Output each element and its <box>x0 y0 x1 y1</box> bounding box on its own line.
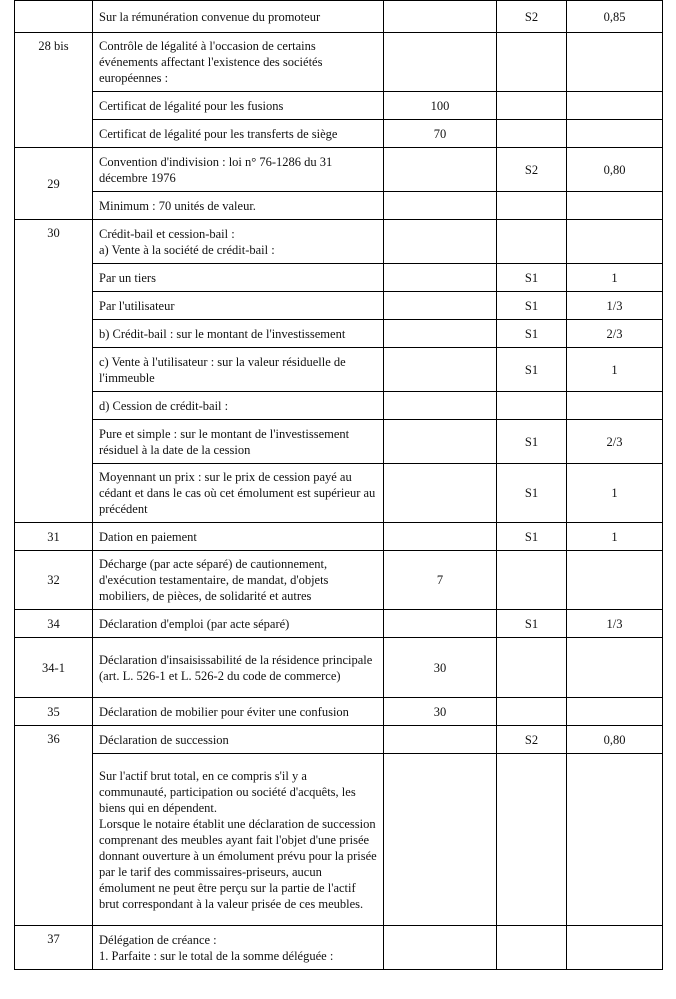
rate-value: 1 <box>567 464 663 523</box>
rate-value: 2/3 <box>567 320 663 348</box>
row-description: Sur la rémunération convenue du promoteur <box>93 1 384 33</box>
rate-value: 1 <box>567 348 663 392</box>
table-row <box>15 148 663 192</box>
basis-code <box>497 192 567 220</box>
article-number: 34 <box>15 610 93 638</box>
fixed-amount <box>384 610 497 638</box>
fixed-amount <box>384 754 497 926</box>
table-row <box>15 348 663 392</box>
row-description: Décharge (par acte séparé) de cautionnement, d'exécution testamentaire, de mandat, d'objets mobiliers, de pièces, de solidarité et autres <box>93 551 384 610</box>
basis-code <box>497 92 567 120</box>
basis-code: S2 <box>497 148 567 192</box>
basis-code: S1 <box>497 264 567 292</box>
fixed-amount <box>384 220 497 264</box>
row-description: Minimum : 70 unités de valeur. <box>93 192 384 220</box>
table-row <box>15 392 663 420</box>
rate-value <box>567 698 663 726</box>
article-number: 37 <box>15 926 93 970</box>
rate-value <box>567 92 663 120</box>
row-description: Dation en paiement <box>93 523 384 551</box>
basis-code <box>497 392 567 420</box>
row-description: d) Cession de crédit-bail : <box>93 392 384 420</box>
basis-code: S1 <box>497 610 567 638</box>
fixed-amount <box>384 33 497 92</box>
basis-code <box>497 33 567 92</box>
table-row <box>15 33 663 92</box>
row-description: b) Crédit-bail : sur le montant de l'investissement <box>93 320 384 348</box>
tariff-table-page <box>14 0 662 970</box>
rate-value: 1/3 <box>567 610 663 638</box>
basis-code <box>497 638 567 698</box>
table-row <box>15 610 663 638</box>
rate-value: 0,85 <box>567 1 663 33</box>
article-number: 28 bis <box>15 33 93 148</box>
fixed-amount <box>384 420 497 464</box>
article-number: 36 <box>15 726 93 926</box>
row-description: Contrôle de légalité à l'occasion de certains événements affectant l'existence des sociétés européennes : <box>93 33 384 92</box>
rate-value: 0,80 <box>567 148 663 192</box>
article-number: 35 <box>15 698 93 726</box>
basis-code: S1 <box>497 348 567 392</box>
fixed-amount: 30 <box>384 638 497 698</box>
row-description: Par l'utilisateur <box>93 292 384 320</box>
fixed-amount <box>384 320 497 348</box>
fixed-amount: 30 <box>384 698 497 726</box>
basis-code <box>497 698 567 726</box>
article-number: 32 <box>15 551 93 610</box>
fixed-amount <box>384 464 497 523</box>
row-description: Délégation de créance : 1. Parfaite : sur le total de la somme déléguée : <box>93 926 384 970</box>
article-number <box>15 1 93 33</box>
rate-value: 0,80 <box>567 726 663 754</box>
article-number: 29 <box>15 148 93 220</box>
rate-value <box>567 926 663 970</box>
table-row <box>15 320 663 348</box>
article-number: 31 <box>15 523 93 551</box>
table-row <box>15 698 663 726</box>
rate-value <box>567 120 663 148</box>
basis-code: S1 <box>497 420 567 464</box>
rate-value <box>567 754 663 926</box>
table-row <box>15 1 663 33</box>
table-row <box>15 926 663 970</box>
rate-value <box>567 192 663 220</box>
row-description: Crédit-bail et cession-bail : a) Vente à la société de crédit-bail : <box>93 220 384 264</box>
basis-code: S2 <box>497 1 567 33</box>
fixed-amount <box>384 264 497 292</box>
rate-value: 1/3 <box>567 292 663 320</box>
row-description: Moyennant un prix : sur le prix de cession payé au cédant et dans le cas où cet émolument est supérieur au précédent <box>93 464 384 523</box>
table-row <box>15 420 663 464</box>
fixed-amount <box>384 392 497 420</box>
fixed-amount <box>384 523 497 551</box>
basis-code <box>497 120 567 148</box>
row-description: Sur l'actif brut total, en ce compris s'il y a communauté, participation ou société d'acquêts, les biens qui en dépendent. Lorsque le notaire établit une déclaration de succession comprenant des meubles ayant fait l'objet d'une prisée donnant ouverture à un émolument prévu pour la prisée par le tarif des commissaires-priseurs, aucun émolument ne peut être perçu sur la partie de l'actif brut correspondant à la valeur prisée de ces meubles. <box>93 754 384 926</box>
row-description: Déclaration de succession <box>93 726 384 754</box>
basis-code: S2 <box>497 726 567 754</box>
basis-code: S1 <box>497 320 567 348</box>
table-row <box>15 551 663 610</box>
table-row <box>15 264 663 292</box>
row-description: Par un tiers <box>93 264 384 292</box>
table-row <box>15 292 663 320</box>
table-row <box>15 464 663 523</box>
basis-code <box>497 551 567 610</box>
row-description: Certificat de légalité pour les fusions <box>93 92 384 120</box>
fixed-amount <box>384 348 497 392</box>
table-row <box>15 220 663 264</box>
rate-value: 1 <box>567 264 663 292</box>
fixed-amount <box>384 726 497 754</box>
fixed-amount: 100 <box>384 92 497 120</box>
row-description: Convention d'indivision : loi n° 76-1286 du 31 décembre 1976 <box>93 148 384 192</box>
table-row <box>15 120 663 148</box>
row-description: Déclaration de mobilier pour éviter une confusion <box>93 698 384 726</box>
rate-value <box>567 220 663 264</box>
row-description: Déclaration d'emploi (par acte séparé) <box>93 610 384 638</box>
rate-value <box>567 392 663 420</box>
rate-value: 1 <box>567 523 663 551</box>
article-number: 34-1 <box>15 638 93 698</box>
table-row <box>15 192 663 220</box>
rate-value <box>567 638 663 698</box>
table-row <box>15 754 663 926</box>
tariff-table <box>14 0 663 970</box>
table-row <box>15 638 663 698</box>
table-row <box>15 726 663 754</box>
fixed-amount <box>384 292 497 320</box>
rate-value: 2/3 <box>567 420 663 464</box>
row-description: Déclaration d'insaisissabilité de la résidence principale (art. L. 526-1 et L. 526-2 du code de commerce) <box>93 638 384 698</box>
basis-code <box>497 926 567 970</box>
row-description: c) Vente à l'utilisateur : sur la valeur résiduelle de l'immeuble <box>93 348 384 392</box>
basis-code <box>497 754 567 926</box>
table-row <box>15 523 663 551</box>
table-row <box>15 92 663 120</box>
fixed-amount: 7 <box>384 551 497 610</box>
fixed-amount <box>384 148 497 192</box>
fixed-amount: 70 <box>384 120 497 148</box>
article-number: 30 <box>15 220 93 523</box>
basis-code: S1 <box>497 292 567 320</box>
fixed-amount <box>384 1 497 33</box>
rate-value <box>567 551 663 610</box>
row-description: Certificat de légalité pour les transferts de siège <box>93 120 384 148</box>
fixed-amount <box>384 926 497 970</box>
basis-code: S1 <box>497 523 567 551</box>
basis-code <box>497 220 567 264</box>
fixed-amount <box>384 192 497 220</box>
rate-value <box>567 33 663 92</box>
basis-code: S1 <box>497 464 567 523</box>
row-description: Pure et simple : sur le montant de l'investissement résiduel à la date de la cession <box>93 420 384 464</box>
